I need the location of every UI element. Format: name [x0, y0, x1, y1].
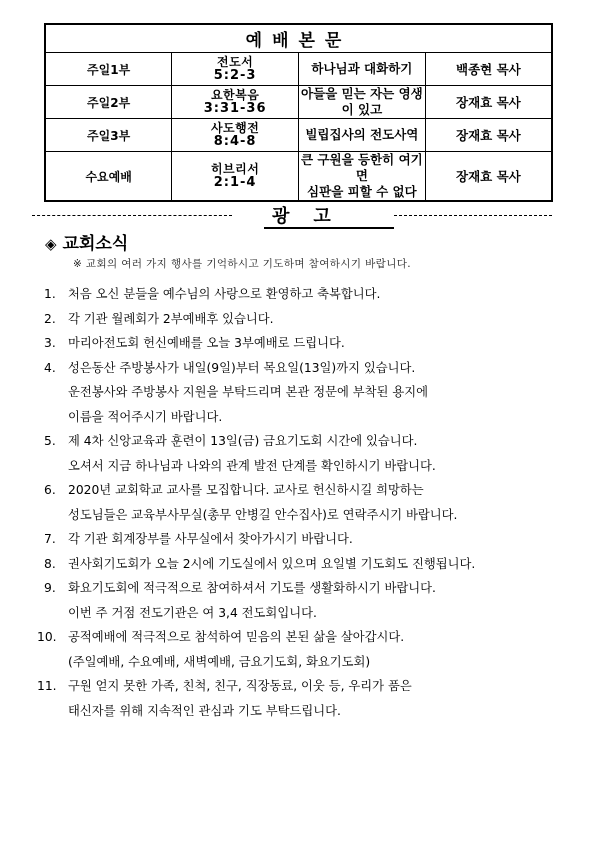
list-item [44, 307, 564, 332]
scripture-verse: 3:31-36 [203, 101, 267, 116]
worship-table [44, 23, 553, 202]
item-number: 4. [44, 360, 56, 375]
item-line: 이번 주 거점 전도기관은 여 3,4 전도회입니다. [68, 605, 317, 620]
scripture-verse: 5:2-3 [213, 68, 257, 83]
sermon-title [299, 119, 426, 152]
item-line: (주일예배, 수요예배, 새벽예배, 금요기도회, 화요기도회) [68, 654, 371, 669]
scripture-verse: 8:4-8 [213, 134, 257, 149]
item-number: 1. [44, 287, 56, 301]
sermon-line: 심판을 피할 수 없다 [307, 184, 417, 199]
item-line: 각 기관 회계장부를 사무실에서 찾아가시기 바랍니다. [68, 532, 353, 546]
item-line: 각 기관 월례회가 2부예배후 있습니다. [68, 311, 274, 326]
item-number: 10. [37, 630, 57, 644]
item-line: 마리아전도회 헌신예배를 오늘 3부예배로 드립니다. [68, 336, 345, 350]
item-line: 공적예배에 적극적으로 참석하여 믿음의 본된 삶을 살아갑시다. [68, 630, 405, 644]
sermon-line: 하나님과 대화하기 [311, 61, 413, 76]
notice-list [37, 282, 564, 723]
table-row [45, 152, 552, 202]
table-row [45, 53, 552, 86]
item-line: 제 4차 신앙교육과 훈련이 13일(금) 금요기도회 시간에 있습니다. [68, 434, 418, 448]
item-line: 2020년 교회학교 교사를 모집합니다. 교사로 헌신하시길 희망하는 [68, 483, 424, 497]
sermon-line: 아들을 믿는 자는 영생이 있고 [301, 86, 423, 117]
worship-header: 예배본문 [45, 24, 552, 53]
item-line: 권사회기도회가 오늘 2시에 기도실에서 있으며 요일별 기도회도 진행됩니다. [68, 556, 476, 571]
sermon-title [299, 53, 426, 86]
item-line: 오셔서 지금 하나님과 나와의 관계 발전 단계를 확인하시기 바랍니다. [68, 458, 436, 473]
item-line: 구원 얻지 못한 가족, 친척, 친구, 직장동료, 이웃 등, 우리가 품은 [68, 679, 412, 693]
service-name: 주일2부 [45, 86, 172, 119]
scripture [172, 53, 299, 86]
scripture [172, 119, 299, 152]
scripture-book: 전도서 [216, 55, 254, 69]
item-line: 태신자를 위해 지속적인 관심과 기도 부탁드립니다. [68, 703, 341, 718]
table-row [45, 86, 552, 119]
scripture-book: 사도행전 [210, 121, 260, 135]
ad-title: 광고 [272, 206, 355, 227]
item-number: 3. [44, 336, 56, 350]
preacher: 백종현 목사 [425, 53, 552, 86]
sermon-line: 빌립집사의 전도사역 [305, 127, 419, 142]
section-heading [45, 229, 128, 254]
list-item [44, 478, 564, 527]
item-number: 7. [44, 532, 56, 546]
divider-line [32, 215, 232, 216]
list-item [37, 674, 564, 723]
item-line: 처음 오신 분들을 예수님의 사랑으로 환영하고 축복합니다. [68, 287, 381, 301]
list-item [44, 331, 564, 356]
preacher: 장재효 목사 [425, 119, 552, 152]
list-item [37, 625, 564, 674]
item-number: 6. [44, 483, 56, 497]
divider-line [394, 215, 552, 216]
list-item [44, 527, 564, 552]
list-item [44, 552, 564, 577]
section-note: ※ 교회의 여러 가지 행사를 기억하시고 기도하며 참여하시기 바랍니다. [73, 258, 412, 270]
scripture-verse: 2:1-4 [213, 175, 257, 190]
item-number: 9. [44, 581, 56, 595]
item-number: 2. [44, 311, 56, 326]
item-number: 8. [44, 556, 56, 571]
section-title: 교회소식 [62, 234, 129, 254]
list-item [44, 429, 564, 478]
sermon-title [299, 152, 426, 202]
diamond-bullet-icon: ◈ [45, 235, 57, 253]
service-name: 주일3부 [45, 119, 172, 152]
service-name: 수요예배 [45, 152, 172, 202]
service-name: 주일1부 [45, 53, 172, 86]
list-item [44, 576, 564, 625]
preacher: 장재효 목사 [425, 86, 552, 119]
list-item [44, 356, 564, 430]
scripture-book: 요한복음 [210, 88, 260, 102]
item-line: 성은동산 주방봉사가 내일(9일)부터 목요일(13일)까지 있습니다. [68, 360, 416, 375]
item-line: 운전봉사와 주방봉사 지원을 부탁드리며 본관 정문에 부착된 용지에 [68, 385, 428, 399]
preacher: 장재효 목사 [425, 152, 552, 202]
scripture-book: 히브리서 [210, 162, 260, 176]
ad-title-underline [264, 227, 394, 229]
item-line: 성도님들은 교육부사무실(총무 안병길 안수집사)로 연락주시기 바랍니다. [68, 507, 458, 522]
item-line: 화요기도회에 적극적으로 참여하셔서 기도를 생활화하시기 바랍니다. [68, 581, 436, 595]
sermon-title [299, 86, 426, 119]
table-row [45, 119, 552, 152]
scripture [172, 86, 299, 119]
list-item [44, 282, 564, 307]
item-number: 11. [37, 679, 57, 693]
sermon-line: 큰 구원을 등한히 여기면 [301, 152, 423, 183]
item-line: 이름을 적어주시기 바랍니다. [68, 409, 223, 424]
scripture [172, 152, 299, 202]
ad-divider [32, 200, 552, 230]
item-number: 5. [44, 434, 56, 448]
